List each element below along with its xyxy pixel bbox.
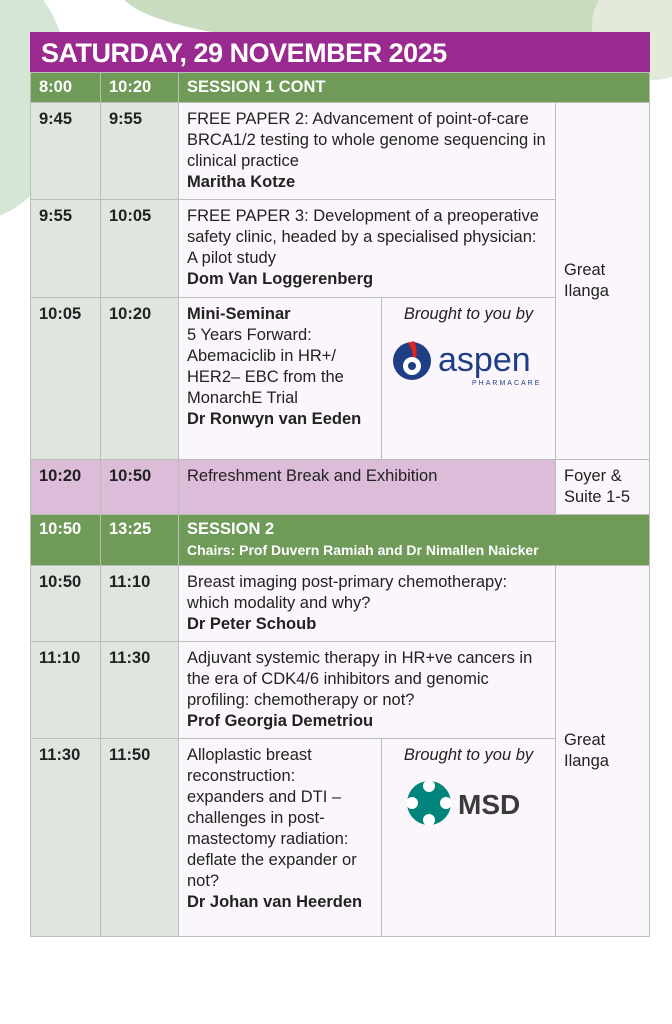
start-time: 11:30: [31, 739, 101, 937]
sponsor-label: Brought to you by: [403, 746, 534, 764]
talk-cell: [179, 103, 556, 200]
session-row: [31, 73, 650, 103]
start-time: 10:50: [31, 566, 101, 642]
programme-page: [30, 32, 650, 937]
session-title: SESSION 1 CONT: [179, 73, 650, 103]
talk-title: Adjuvant systemic therapy in HR+ve cancers in the era of CDK4/6 inhibitors and genomic profiling: chemotherapy or not?: [187, 649, 533, 709]
start-time: 10:05: [31, 298, 101, 460]
talk-title: FREE PAPER 2: Advancement of point-of-care BRCA1/2 testing to whole genome sequencing in clinical practice: [187, 110, 546, 170]
talk-cell: [179, 566, 556, 642]
break-title: Refreshment Break and Exhibition: [179, 460, 556, 515]
end-time: 9:55: [101, 103, 179, 200]
speaker: Dom Van Loggerenberg: [187, 270, 374, 288]
day-title: SATURDAY, 29 NOVEMBER 2025: [30, 32, 650, 72]
talk-cell: [179, 298, 382, 460]
talk-row: [31, 566, 650, 642]
sponsor-cell: [381, 298, 555, 460]
speaker: Dr Peter Schoub: [187, 615, 317, 633]
start-time: 11:10: [31, 642, 101, 739]
venue: Great Ilanga: [555, 566, 649, 937]
talk-title: 5 Years Forward: Abemaciclib in HR+/ HER2– EBC from the MonarchE Trial: [187, 326, 344, 407]
end-time: 10:20: [101, 73, 179, 103]
mini-seminar-heading: Mini-Seminar: [187, 305, 291, 323]
start-time: 10:20: [31, 460, 101, 515]
talk-cell: [179, 739, 382, 937]
aspen-logo: [390, 333, 546, 393]
session-row: [31, 515, 650, 566]
msd-logo: [403, 776, 533, 830]
break-row: [31, 460, 650, 515]
sponsor-label: Brought to you by: [403, 305, 534, 323]
end-time: 11:50: [101, 739, 179, 937]
end-time: 10:20: [101, 298, 179, 460]
session-title: SESSION 2: [187, 520, 275, 538]
start-time: 9:45: [31, 103, 101, 200]
session-chairs: Chairs: Prof Duvern Ramiah and Dr Nimallen Naicker: [187, 542, 539, 558]
speaker: Dr Ronwyn van Eeden: [187, 410, 362, 428]
venue: Foyer & Suite 1-5: [555, 460, 649, 515]
start-time: 9:55: [31, 200, 101, 298]
start-time: 8:00: [31, 73, 101, 103]
end-time: 10:05: [101, 200, 179, 298]
end-time: 10:50: [101, 460, 179, 515]
speaker: Prof Georgia Demetriou: [187, 712, 374, 730]
talk-cell: [179, 642, 556, 739]
talk-title: FREE PAPER 3: Development of a preoperative safety clinic, headed by a specialised physician: A pilot study: [187, 207, 539, 267]
talk-title: Alloplastic breast reconstruction: expanders and DTI – challenges in post-mastectomy radiation: deflate the expander or not?: [187, 746, 357, 890]
speaker: Maritha Kotze: [187, 173, 296, 191]
end-time: 11:30: [101, 642, 179, 739]
speaker: Dr Johan van Heerden: [187, 893, 363, 911]
msd-logo-word: MSD: [458, 789, 521, 820]
sponsor-cell: [381, 739, 555, 937]
session-heading: [179, 515, 650, 566]
talk-cell: [179, 200, 556, 298]
aspen-logo-word: aspen: [438, 341, 532, 379]
talk-row: [31, 103, 650, 200]
schedule-table: [30, 72, 650, 937]
end-time: 11:10: [101, 566, 179, 642]
talk-title: Breast imaging post-primary chemotherapy: which modality and why?: [187, 573, 508, 612]
end-time: 13:25: [101, 515, 179, 566]
aspen-logo-sub: PHARMACARE: [472, 380, 542, 387]
venue: Great Ilanga: [555, 103, 649, 460]
start-time: 10:50: [31, 515, 101, 566]
